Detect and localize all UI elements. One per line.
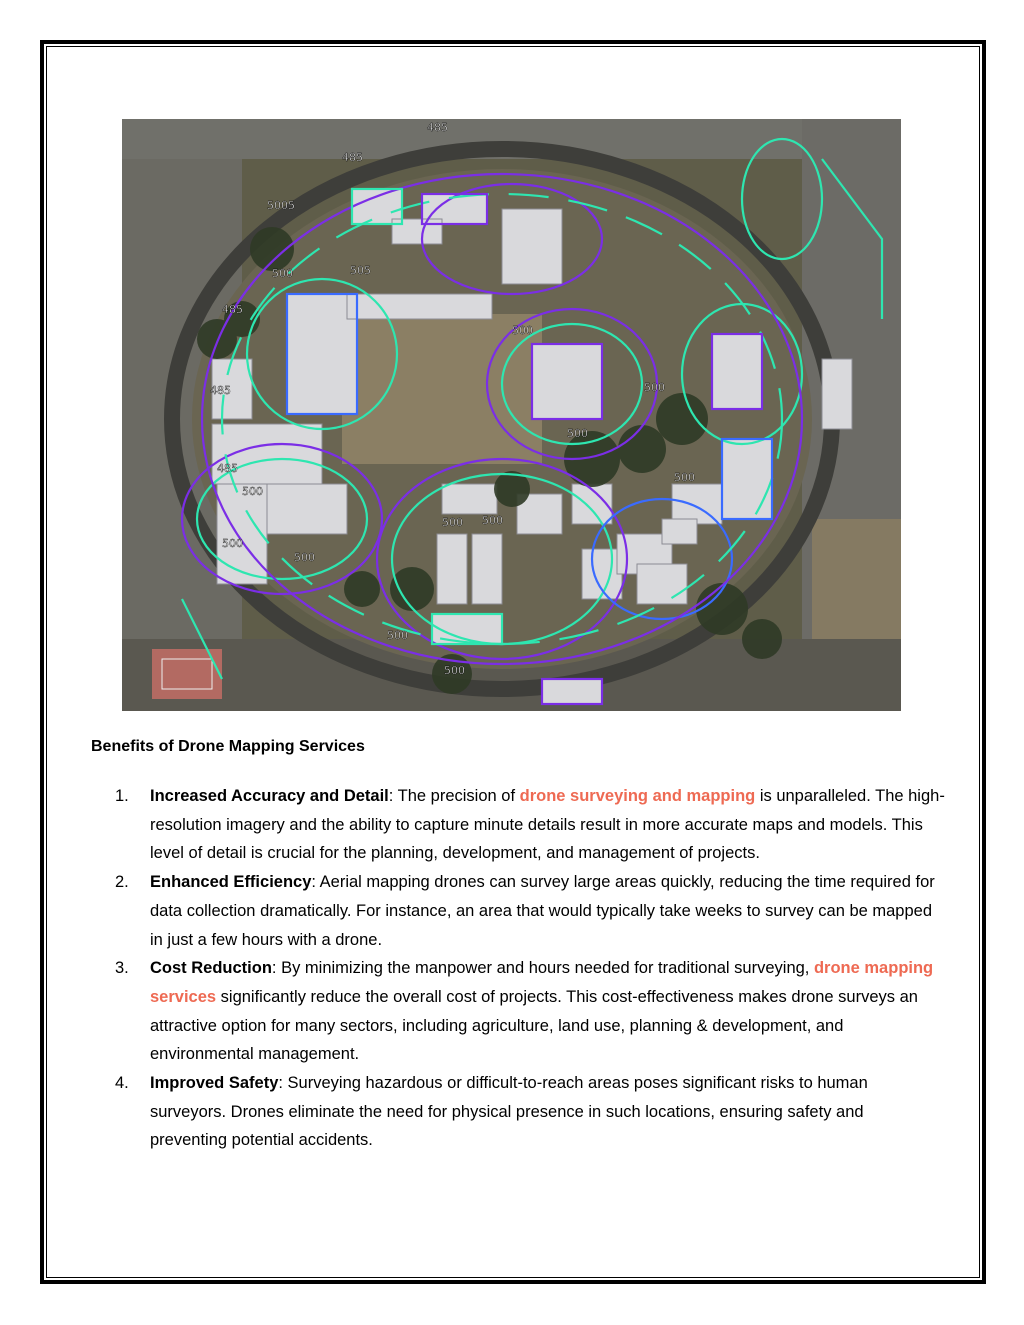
- contour-label: 485: [217, 462, 238, 475]
- benefits-list: [115, 782, 945, 1155]
- contour-label: 500: [442, 516, 463, 529]
- contour-label: 500: [567, 427, 588, 440]
- contour-label: 485: [222, 303, 243, 316]
- list-number: 3.: [115, 959, 129, 978]
- benefit-term: Improved Safety: [150, 1074, 279, 1093]
- benefit-text: Surveying hazardous or difficult-to-reach areas poses significant risks to human surveyors. Drones eliminate the need for physical presence in such locations, ensuring safety and preventing potential accidents.: [150, 1074, 868, 1150]
- contour-label: 500: [272, 267, 293, 280]
- benefit-separator: :: [311, 873, 320, 892]
- contour-label: 5005: [267, 199, 295, 212]
- list-item: [115, 954, 945, 1069]
- list-number: 2.: [115, 873, 129, 892]
- list-item: [115, 868, 945, 954]
- contour-label: 500: [222, 537, 243, 550]
- contour-label: 500: [674, 471, 695, 484]
- benefit-text: Aerial mapping drones can survey large areas quickly, reducing the time required for data collection dramatically. For instance, an area that would typically take weeks to survey can be mapped in just a few hours with a drone.: [150, 873, 935, 949]
- list-number: 1.: [115, 787, 129, 805]
- contour-label: 500: [444, 664, 465, 677]
- contour-label: 485: [342, 151, 363, 164]
- list-item: [115, 1069, 945, 1155]
- benefit-term: Increased Accuracy and Detail: [150, 787, 389, 805]
- list-item: [115, 782, 945, 868]
- contour-label: 500: [512, 324, 533, 337]
- contour-label: 485: [427, 121, 448, 134]
- drone-surveying-link[interactable]: drone surveying and mapping: [519, 787, 756, 805]
- contour-label: 505: [350, 264, 371, 277]
- contour-label: 500: [482, 514, 503, 527]
- contour-label: 500: [294, 551, 315, 564]
- contour-label: 485: [210, 384, 231, 397]
- drone-contour-map-image: [122, 119, 901, 711]
- contour-label: 500: [242, 485, 263, 498]
- benefit-separator: :: [388, 787, 398, 805]
- benefit-text: significantly reduce the overall cost of projects. This cost-effectiveness makes drone surveys an attractive option for many sectors, including agriculture, land use, planning & development, and environmental management.: [150, 987, 918, 1064]
- section-heading: Benefits of Drone Mapping Services: [91, 738, 365, 755]
- benefit-text: is unparalleled. The high-resolution imagery and the ability to capture minute details result in more accurate maps and models. This level of detail is crucial for the planning, development, and management of projects.: [150, 787, 945, 863]
- benefit-separator: :: [271, 959, 282, 978]
- benefit-text: The precision of: [397, 787, 520, 805]
- drone-mapping-services-link[interactable]: drone mapping services: [150, 959, 934, 1006]
- contour-label: 500: [387, 629, 408, 642]
- benefit-separator: :: [278, 1074, 288, 1093]
- benefit-term: Enhanced Efficiency: [150, 873, 312, 892]
- list-number: 4.: [115, 1074, 129, 1093]
- benefit-text: By minimizing the manpower and hours needed for traditional surveying,: [281, 959, 814, 978]
- benefit-term: Cost Reduction: [150, 959, 272, 978]
- contour-label: 500: [644, 381, 665, 394]
